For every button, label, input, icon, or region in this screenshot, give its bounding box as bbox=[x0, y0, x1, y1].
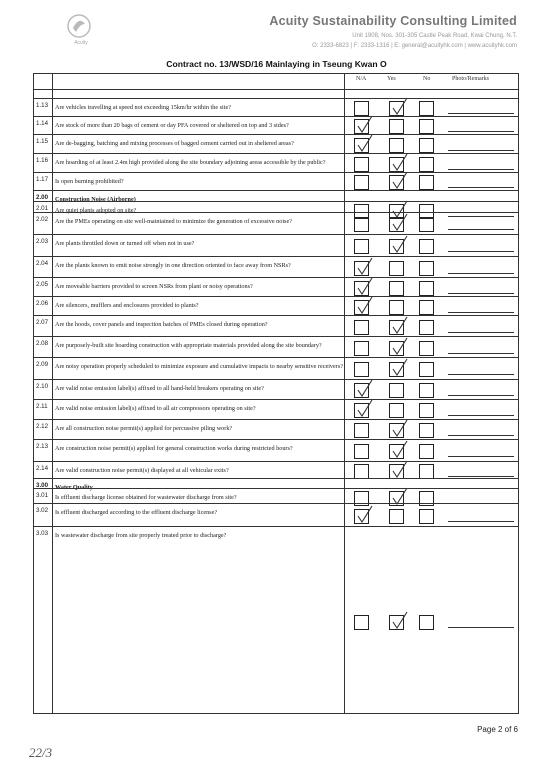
column-yes: Yes bbox=[387, 76, 396, 82]
remarks-line[interactable] bbox=[448, 353, 514, 354]
checkbox-no[interactable] bbox=[419, 101, 434, 116]
checkbox-na[interactable] bbox=[354, 175, 369, 190]
question-text: Are vehicles travelling at speed not exceeding 15km/hr within the site? bbox=[55, 104, 231, 111]
checkbox-na[interactable] bbox=[354, 320, 369, 335]
question-text: Are moveable barriers provided to screen NSRs from plant or noisy operations? bbox=[55, 283, 253, 290]
remarks-line[interactable] bbox=[448, 374, 514, 375]
check-mark-icon bbox=[390, 460, 409, 480]
checklist-table bbox=[33, 73, 519, 714]
checkbox-na[interactable] bbox=[354, 403, 369, 418]
remarks-line[interactable] bbox=[448, 251, 514, 252]
check-mark-icon bbox=[390, 153, 409, 173]
item-number: 2.07 bbox=[36, 319, 49, 326]
checkbox-yes[interactable] bbox=[389, 464, 404, 479]
checkbox-no[interactable] bbox=[419, 261, 434, 276]
checkbox-na[interactable] bbox=[354, 239, 369, 254]
checkbox-yes[interactable] bbox=[389, 281, 404, 296]
check-mark-icon bbox=[355, 505, 374, 525]
question-text: Are valid noise emission label(s) affixed to all air compressors operating on site? bbox=[55, 405, 256, 412]
remarks-line[interactable] bbox=[448, 293, 514, 294]
check-mark-icon bbox=[390, 97, 409, 117]
question-text: Are silencers, mufflers and enclosures provided to plants? bbox=[55, 302, 199, 309]
check-mark-icon bbox=[355, 399, 374, 419]
question-text: Are stock of more than 20 bags of cement or day PFA covered or sheltered on top and 3 sides? bbox=[55, 122, 289, 129]
checkbox-na[interactable] bbox=[354, 383, 369, 398]
checkbox-no[interactable] bbox=[419, 239, 434, 254]
question-text: Is wastewater discharge from site properly treated prior to discharge? bbox=[55, 532, 227, 539]
checkbox-yes[interactable] bbox=[389, 119, 404, 134]
checklist-row bbox=[34, 419, 518, 440]
question-text: Are plants throttled down or turned off when not in use? bbox=[55, 240, 195, 247]
item-number: 2.12 bbox=[36, 423, 49, 430]
item-number: 2.10 bbox=[36, 383, 49, 390]
checkbox-no[interactable] bbox=[419, 341, 434, 356]
check-mark-icon bbox=[390, 358, 409, 378]
check-mark-icon bbox=[390, 611, 409, 631]
question-text: Are all construction noise permit(s) applied for percussive piling work? bbox=[55, 425, 233, 432]
checkbox-yes[interactable] bbox=[389, 157, 404, 172]
checklist-row bbox=[34, 503, 518, 527]
remarks-line[interactable] bbox=[448, 150, 514, 151]
checklist-row bbox=[34, 315, 518, 337]
checklist-row bbox=[34, 172, 518, 191]
checklist-row bbox=[34, 439, 518, 462]
checkbox-na[interactable] bbox=[354, 138, 369, 153]
item-number: 2.02 bbox=[36, 216, 49, 223]
question-text: Are noisy operation properly scheduled to minimize exposure and cumulative impacts to nearby sensitive receivers? bbox=[55, 363, 343, 370]
remarks-line[interactable] bbox=[448, 332, 514, 333]
checkbox-yes[interactable] bbox=[389, 362, 404, 377]
remarks-line[interactable] bbox=[448, 395, 514, 396]
item-number: 1.15 bbox=[36, 138, 49, 145]
logo-text: Acuity bbox=[74, 40, 88, 46]
checkbox-no[interactable] bbox=[419, 383, 434, 398]
checkbox-na[interactable] bbox=[354, 362, 369, 377]
checkbox-yes[interactable] bbox=[389, 300, 404, 315]
checklist-row bbox=[34, 153, 518, 173]
check-mark-icon bbox=[355, 296, 374, 316]
checkbox-yes[interactable] bbox=[389, 138, 404, 153]
check-mark-icon bbox=[390, 440, 409, 460]
item-number: 2.14 bbox=[36, 465, 49, 472]
checkbox-na[interactable] bbox=[354, 300, 369, 315]
remarks-line[interactable] bbox=[448, 435, 514, 436]
item-number: 2.03 bbox=[36, 238, 49, 245]
checkbox-na[interactable] bbox=[354, 615, 369, 630]
section-title: Construction Noise (Airborne) bbox=[55, 196, 136, 203]
remarks-line[interactable] bbox=[448, 131, 514, 132]
checkbox-yes[interactable] bbox=[389, 175, 404, 190]
checklist-row bbox=[34, 234, 518, 257]
checkbox-yes[interactable] bbox=[389, 101, 404, 116]
checkbox-no[interactable] bbox=[419, 464, 434, 479]
checklist-row bbox=[34, 116, 518, 135]
item-number: 1.13 bbox=[36, 102, 49, 109]
item-number: 1.16 bbox=[36, 157, 49, 164]
checklist-row bbox=[34, 256, 518, 278]
company-contact: O: 2333-6823 | F: 2333-1316 | E: general@acuityhk.com | www.acuityhk.com bbox=[312, 43, 517, 49]
company-address: Unit 1908, Nos. 301-305 Castle Peak Road, Kwai Chung, N.T. bbox=[352, 33, 517, 39]
handwritten-note: 22/3 bbox=[29, 745, 53, 760]
checkbox-no[interactable] bbox=[419, 362, 434, 377]
remarks-line[interactable] bbox=[448, 415, 514, 416]
item-number: 2.08 bbox=[36, 340, 49, 347]
check-mark-icon bbox=[355, 134, 374, 154]
item-number: 2.11 bbox=[36, 403, 48, 410]
checklist-row bbox=[34, 399, 518, 420]
remarks-line[interactable] bbox=[448, 229, 514, 230]
column-no: No bbox=[423, 76, 431, 82]
item-number: 2.09 bbox=[36, 361, 49, 368]
checkbox-no[interactable] bbox=[419, 320, 434, 335]
checkbox-no[interactable] bbox=[419, 509, 434, 524]
checklist-row bbox=[34, 296, 518, 316]
remarks-line[interactable] bbox=[448, 113, 514, 114]
remarks-line[interactable] bbox=[448, 627, 514, 628]
checkbox-yes[interactable] bbox=[389, 341, 404, 356]
checklist-row bbox=[34, 357, 518, 380]
company-name: Acuity Sustainability Consulting Limited bbox=[269, 14, 517, 28]
question-text: Is effluent discharged according to the effluent discharge license? bbox=[55, 509, 218, 516]
page-number: Page 2 of 6 bbox=[477, 725, 518, 734]
item-number: 3.00 bbox=[36, 482, 49, 489]
checkbox-no[interactable] bbox=[419, 217, 434, 232]
column-na: N/A bbox=[356, 76, 367, 82]
checkbox-yes[interactable] bbox=[389, 615, 404, 630]
checkbox-no[interactable] bbox=[419, 403, 434, 418]
checkbox-na[interactable] bbox=[354, 157, 369, 172]
checkbox-no[interactable] bbox=[419, 300, 434, 315]
item-number: 2.05 bbox=[36, 281, 49, 288]
checkbox-yes[interactable] bbox=[389, 444, 404, 459]
checkbox-no[interactable] bbox=[419, 119, 434, 134]
checkbox-no[interactable] bbox=[419, 444, 434, 459]
checkbox-no[interactable] bbox=[419, 157, 434, 172]
check-mark-icon bbox=[355, 379, 374, 399]
checkbox-no[interactable] bbox=[419, 423, 434, 438]
check-mark-icon bbox=[390, 419, 409, 439]
question-text: Is effluent discharge license obtained for wastewater discharge from site? bbox=[55, 494, 237, 501]
remarks-line[interactable] bbox=[448, 187, 514, 188]
checkbox-yes[interactable] bbox=[389, 320, 404, 335]
question-text: Is open burning prohibited? bbox=[55, 178, 124, 185]
check-mark-icon bbox=[390, 337, 409, 357]
checklist-row bbox=[34, 461, 518, 479]
column-remarks: Photo/Remarks bbox=[452, 76, 489, 82]
check-mark-icon bbox=[355, 277, 374, 297]
checkbox-no[interactable] bbox=[419, 175, 434, 190]
checkbox-na[interactable] bbox=[354, 341, 369, 356]
question-text: Are the hoods, cover panels and inspection hatches of PMEs closed during operation? bbox=[55, 321, 268, 328]
checklist-row bbox=[34, 379, 518, 400]
question-text: Are valid construction noise permit(s) displayed at all vehicular exits? bbox=[55, 467, 229, 474]
checklist-row bbox=[34, 488, 518, 504]
item-number: 1.14 bbox=[36, 120, 49, 127]
remarks-line[interactable] bbox=[448, 273, 514, 274]
contract-title: Contract no. 13/WSD/16 Mainlaying in Tseung Kwan O bbox=[166, 59, 387, 69]
checklist-row bbox=[34, 277, 518, 297]
checklist-row bbox=[34, 212, 518, 235]
checkbox-yes[interactable] bbox=[389, 217, 404, 232]
checkbox-na[interactable] bbox=[354, 464, 369, 479]
item-number: 2.06 bbox=[36, 300, 49, 307]
question-text: Are de-bagging, batching and mixing processes of bagged cement carried out in sheltered areas? bbox=[55, 140, 294, 147]
check-mark-icon bbox=[355, 257, 374, 277]
item-number: 3.03 bbox=[36, 530, 49, 537]
checkbox-yes[interactable] bbox=[389, 509, 404, 524]
item-number: 2.00 bbox=[36, 194, 49, 201]
item-number: 2.04 bbox=[36, 260, 49, 267]
item-number: 2.01 bbox=[36, 205, 49, 212]
question-text: Are the plants known to emit noise strongly in one direction oriented to face away from NSRs? bbox=[55, 262, 291, 269]
item-number: 3.02 bbox=[36, 507, 49, 514]
remarks-line[interactable] bbox=[448, 456, 514, 457]
checkbox-na[interactable] bbox=[354, 119, 369, 134]
checkbox-yes[interactable] bbox=[389, 403, 404, 418]
check-mark-icon bbox=[390, 235, 409, 255]
checkbox-yes[interactable] bbox=[389, 239, 404, 254]
checkbox-na[interactable] bbox=[354, 101, 369, 116]
checkbox-na[interactable] bbox=[354, 281, 369, 296]
question-text: Are quiet plants adopted on site? bbox=[55, 207, 137, 214]
item-number: 1.17 bbox=[36, 176, 49, 183]
checkbox-no[interactable] bbox=[419, 615, 434, 630]
question-text: Are hoarding of at least 2.4m high provided along the site boundary adjoining areas accessible by the public? bbox=[55, 159, 326, 166]
checkbox-na[interactable] bbox=[354, 423, 369, 438]
remarks-line[interactable] bbox=[448, 312, 514, 313]
checkbox-yes[interactable] bbox=[389, 423, 404, 438]
checklist-row bbox=[34, 526, 518, 716]
question-text: Are purposely-built site hoarding construction with appropriate materials provided along the site boundary? bbox=[55, 342, 322, 349]
checkbox-na[interactable] bbox=[354, 509, 369, 524]
item-number: 3.01 bbox=[36, 492, 49, 499]
checklist-row bbox=[34, 134, 518, 154]
question-text: Are the PMEs operating on site well-maintained to minimize the generation of excessive noise? bbox=[55, 218, 292, 225]
question-text: Are construction noise permit(s) applied for general construction works during restricted hours? bbox=[55, 445, 293, 452]
item-number: 2.13 bbox=[36, 443, 49, 450]
checkbox-yes[interactable] bbox=[389, 383, 404, 398]
checkbox-na[interactable] bbox=[354, 444, 369, 459]
question-text: Are valid noise emission label(s) affixed to all hand-held breakers operating on site? bbox=[55, 385, 264, 392]
check-mark-icon bbox=[390, 171, 409, 191]
checklist-row bbox=[34, 336, 518, 358]
section-title: Water Quality bbox=[55, 484, 93, 491]
remarks-line[interactable] bbox=[448, 521, 514, 522]
checkbox-no[interactable] bbox=[419, 138, 434, 153]
checkbox-yes[interactable] bbox=[389, 261, 404, 276]
check-mark-icon bbox=[355, 115, 374, 135]
checklist-row bbox=[34, 98, 518, 117]
check-mark-icon bbox=[390, 316, 409, 336]
check-mark-icon bbox=[390, 213, 409, 233]
column-header-row bbox=[34, 74, 518, 90]
checkbox-na[interactable] bbox=[354, 261, 369, 276]
remarks-line[interactable] bbox=[448, 476, 514, 477]
checkbox-na[interactable] bbox=[354, 217, 369, 232]
remarks-line[interactable] bbox=[448, 169, 514, 170]
checkbox-no[interactable] bbox=[419, 281, 434, 296]
